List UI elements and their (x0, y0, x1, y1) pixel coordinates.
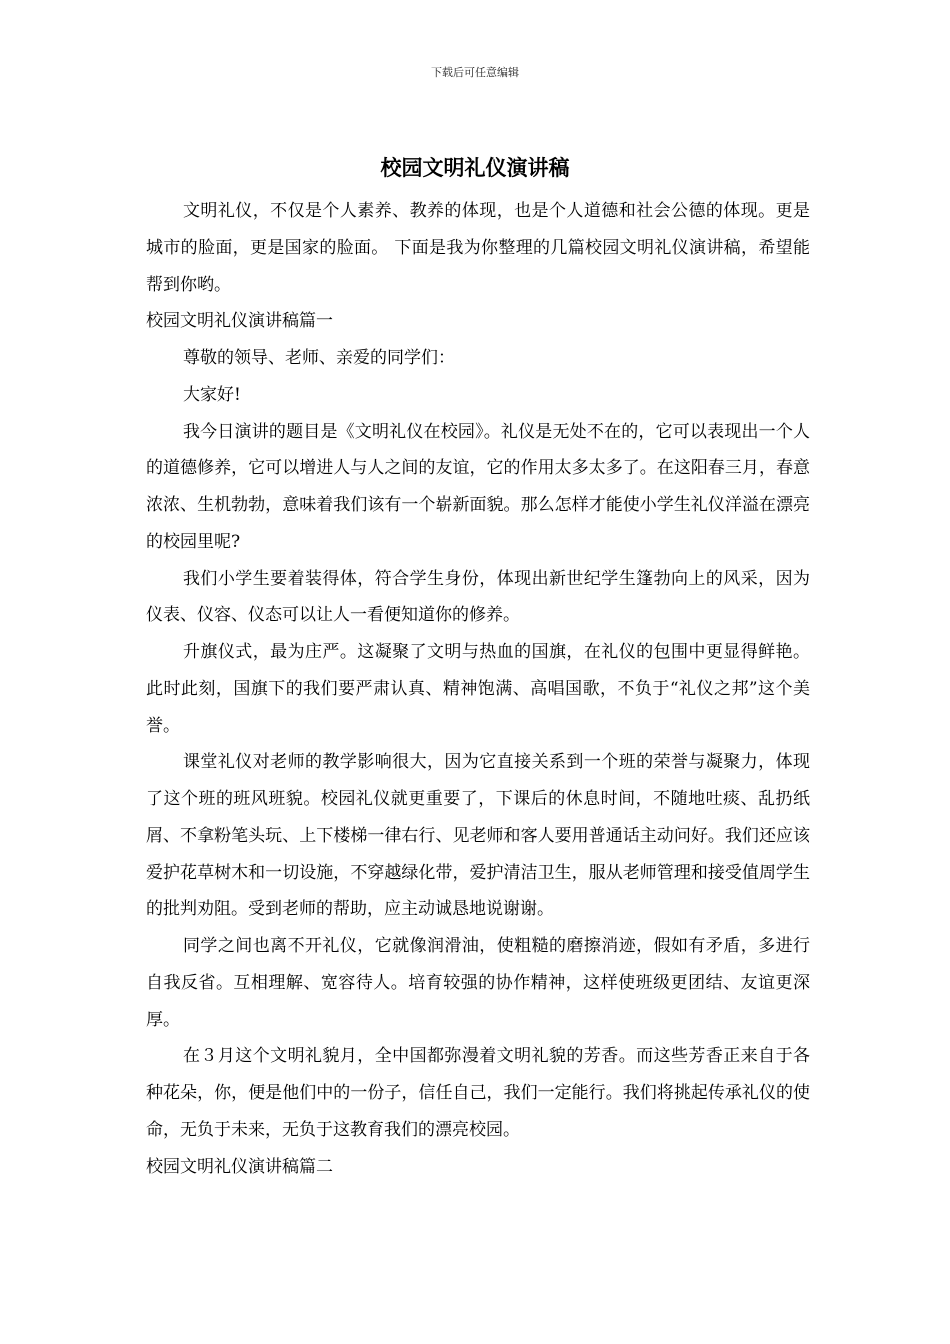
body-paragraph: 我今日演讲的题目是《文明礼仪在校园》。礼仪是无处不在的，它可以表现出一个人的道德修养，它可以增进人与人之间的友谊，它的作用太多太多了。在这阳春三月，春意浓浓、生机勃勃，意味着我们该有一个崭新面貌。那么怎样才能使小学生礼仪洋溢在漂亮的校园里呢? (146, 421, 810, 552)
body-paragraph: 同学之间也离不开礼仪，它就像润滑油，使粗糙的磨擦消迹，假如有矛盾，多进行自我反省。互相理解、宽容待人。培育较强的协作精神，这样使班级更团结、友谊更深厚。 (146, 936, 810, 1030)
body-paragraph: 我们小学生要着装得体，符合学生身份，体现出新世纪学生篷勃向上的风采，因为仪表、仪容、仪态可以让人一看便知道你的修养。 (146, 568, 810, 626)
body-paragraph: 在３月这个文明礼貌月，全中国都弥漫着文明礼貌的芳香。而这些芳香正来自于各种花朵，你，便是他们中的一份子，信任自己，我们一定能行。我们将挑起传承礼仪的使命，无负于未来，无负于这教育我们的漂亮校园。 (146, 1046, 810, 1140)
salutation: 尊敬的领导、老师、亲爱的同学们： (183, 348, 455, 368)
body-paragraph: 课堂礼仪对老师的教学影响很大，因为它直接关系到一个班的荣誉与凝聚力，体现了这个班的班风班貌。校园礼仪就更重要了，下课后的休息时间，不随地吐痰、乱扔纸屑、不拿粉笔头玩、上下楼梯一律右行、见老师和客人要用普通话主动问好。我们还应该爱护花草树木和一切设施，不穿越绿化带，爱护清洁卫生，服从老师管理和接受值周学生的批判劝阻。受到老师的帮助，应主动诚恳地说谢谢。 (146, 752, 810, 920)
document-title: 校园文明礼仪演讲稿 (380, 155, 570, 180)
body-paragraph: 升旗仪式，最为庄严。这凝聚了文明与热血的国旗，在礼仪的包围中更显得鲜艳。此时此刻，国旗下的我们要严肃认真、精神饱满、高唱国歌，不负于“礼仪之邦”这个美誉。 (146, 642, 810, 736)
header-note: 下载后可任意编辑 (431, 66, 519, 79)
greeting: 大家好! (183, 384, 241, 405)
section-heading-2: 校园文明礼仪演讲稿篇二 (146, 1156, 333, 1177)
intro-paragraph: 文明礼仪，不仅是个人素养、教养的体现，也是个人道德和社会公德的体现。更是城市的脸面，更是国家的脸面。 下面是我为你整理的几篇校园文明礼仪演讲稿，希望能帮到你哟。 (146, 201, 810, 295)
section-heading-1: 校园文明礼仪演讲稿篇一 (146, 311, 333, 332)
document-body (146, 193, 810, 1185)
